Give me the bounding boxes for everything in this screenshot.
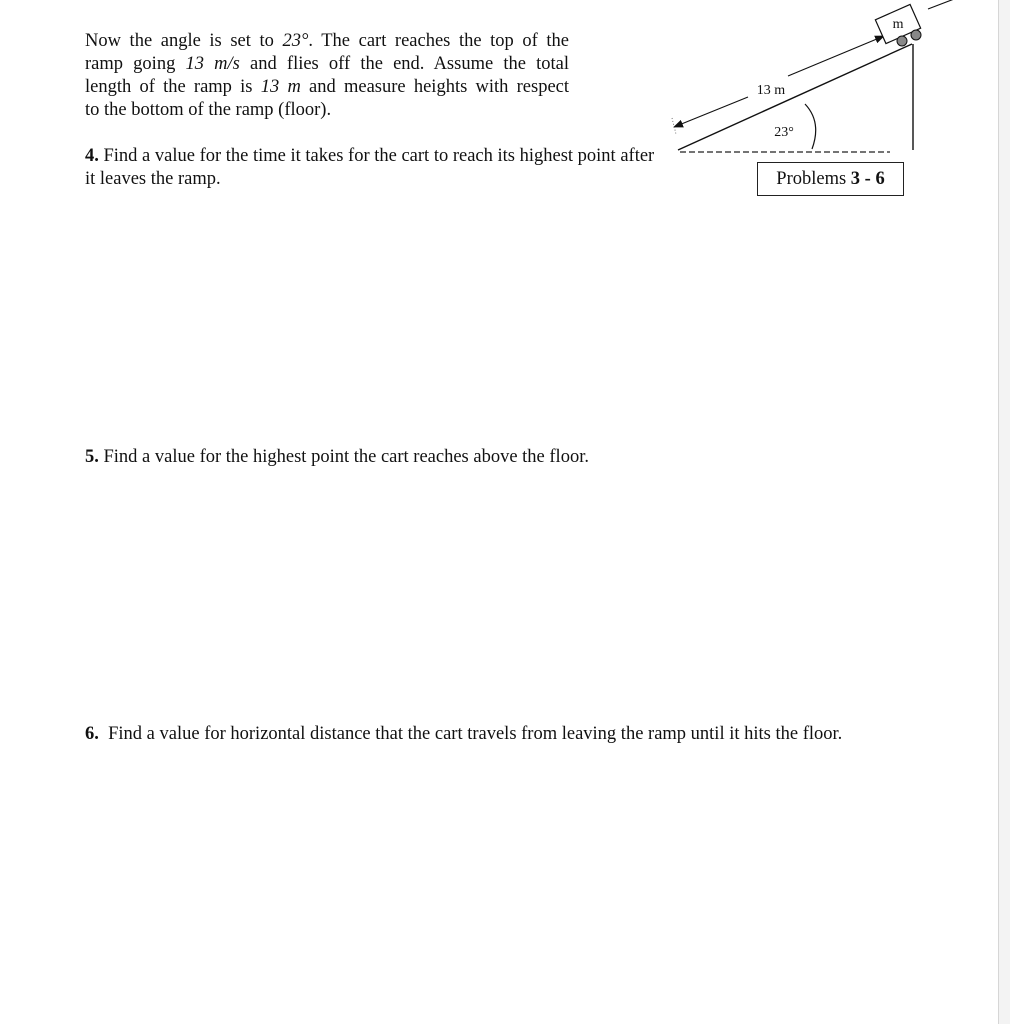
intro-paragraph <box>85 30 569 122</box>
problems-label-box <box>757 162 904 196</box>
intro-line-1: Now the angle is set to 23°. The cart reaches the top of the <box>85 31 569 51</box>
intro-line-3: length of the ramp is 13 m and measure heights with respect <box>85 77 570 97</box>
problems-range: 3 - 6 <box>850 169 885 189</box>
launch-direction-line <box>928 0 962 9</box>
question-5-text: Find a value for the highest point the cart reaches above the floor. <box>98 447 589 467</box>
angle-value: 23° <box>282 31 309 51</box>
problems-label-prefix: Problems <box>776 169 851 189</box>
question-4 <box>85 145 665 191</box>
angle-arc <box>805 104 816 149</box>
question-6-text: Find a value for horizontal distance that the cart travels from leaving the ramp until it hits the floor. <box>98 724 843 744</box>
question-6-number: 6. <box>85 724 99 744</box>
ramp-incline <box>678 44 912 150</box>
cart-wheel-rear <box>897 36 907 46</box>
cart-wheel-front <box>911 30 921 40</box>
length-value: 13 m <box>260 77 301 97</box>
intro-line-4: to the bottom of the ramp (floor). <box>85 100 332 120</box>
length-label: 13 m <box>756 83 786 98</box>
question-4-text: Find a value for the time it takes for the cart to reach its highest point after it leaves the ramp. <box>85 146 655 189</box>
page-scrollbar-track[interactable] <box>998 0 1010 1024</box>
intro-line-2: ramp going 13 m/s and flies off the end. Assume the total <box>85 54 569 74</box>
length-arrow-lower <box>674 97 748 127</box>
speed-value: 13 m/s <box>185 54 240 74</box>
length-arrow-upper <box>788 36 884 76</box>
question-4-number: 4. <box>85 146 99 166</box>
question-5-number: 5. <box>85 447 99 467</box>
cart-mass-label: m <box>892 17 904 32</box>
question-5 <box>85 446 785 469</box>
question-6 <box>85 723 985 746</box>
angle-label: 23° <box>774 125 794 140</box>
